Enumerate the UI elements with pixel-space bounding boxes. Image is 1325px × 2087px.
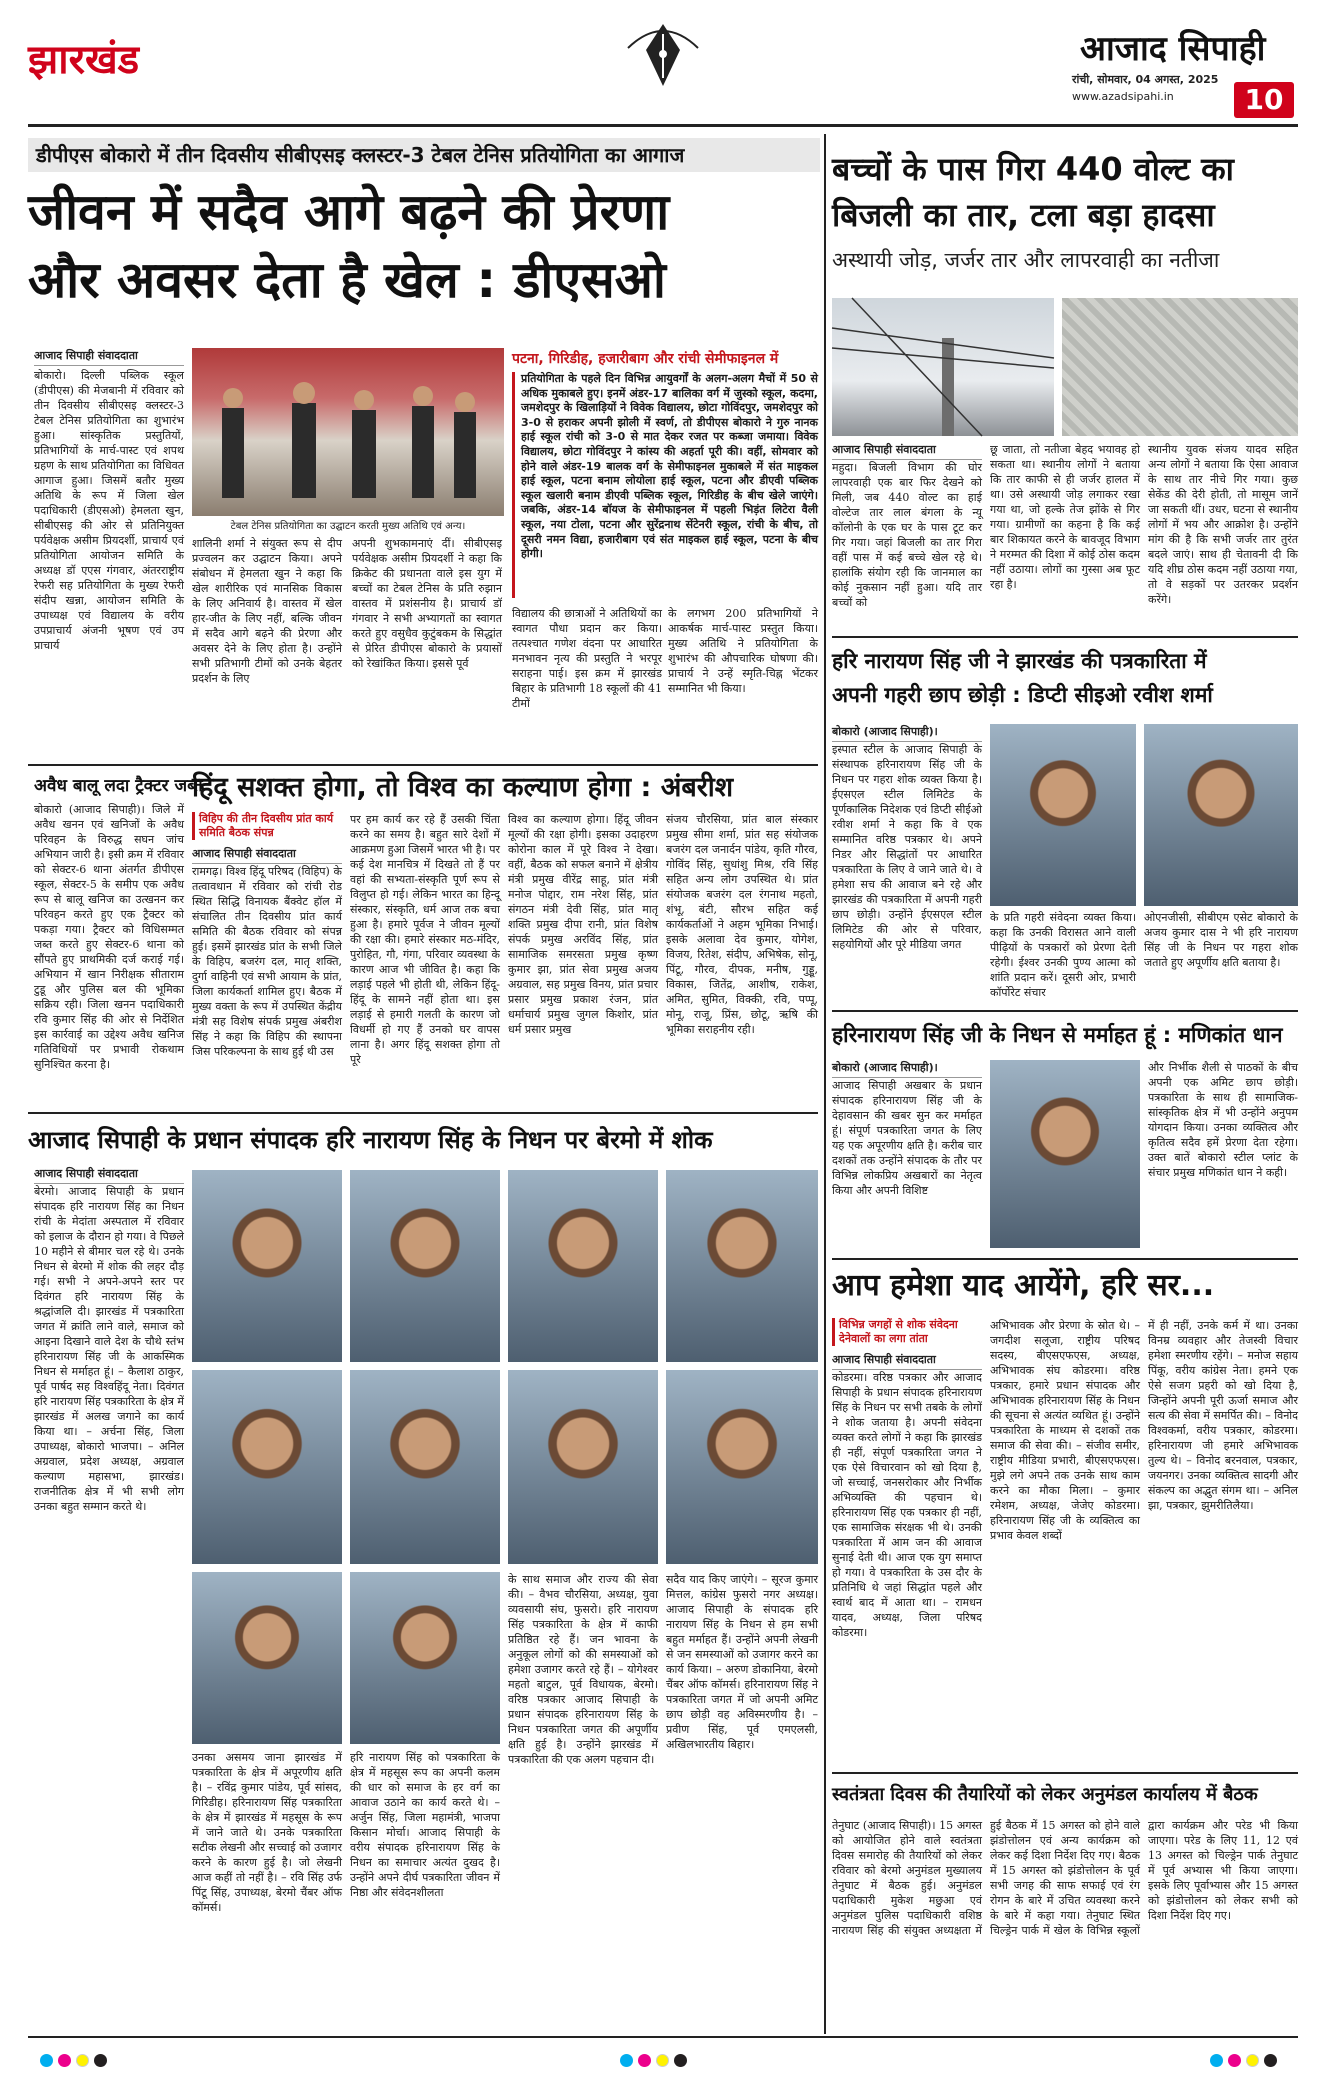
tribute-photo-6 — [350, 1370, 500, 1564]
story1-photo — [192, 348, 504, 516]
story8-col2: अभिभावक और प्रेरणा के स्रोत थे। – जगदीश सलूजा, राष्ट्रीय परिषद सदस्य, बीएसएफएस, अध्यक्ष, अभिभावक संघ कोडरमा। वरिष्ठ पत्रकार, हमारे प्रधान संपादक और अभिभावक हरिनारायण सिंह के निधन की सूचना से अत्यंत व्यथित हूं। उन्होंने पत्रकारिता के माध्यम से दशकों तक समाज की सेवा की। – संजीव समीर, राष्ट्रीय मीडिया प्रभारी, बीएसएफएस। मुझे लगे अपने तक उनके साथ काम करने का मौका मिला। – कुमार रमेशम, अध्यक्ष, जेजेए कोडरमा। हरिनारायण सिंह जी के व्यक्तित्व का प्रभाव केवल शब्दों — [990, 1319, 1140, 1542]
story2-col2: छू जाता, तो नतीजा बेहद भयावह हो सकता था। स्थानीय लोगों ने बताया कि तार काफी से ही जर्जर हालत में था। उसे अस्थायी जोड़ लगाकर रखा गया था, जो हल्के तेज झोंके से गिर गया। ग्रामीणों का कहना है कि कई बार शिकायत करने के बावजूद विभाग ने मरम्मत की दिशा में कोई ठोस कदम नहीं उठाया। लोगों का गुस्सा अब फूट रहा है। — [990, 443, 1140, 591]
story6-col4: संजय चौरसिया, प्रांत बाल संस्कार प्रमुख सीमा शर्मा, प्रांत सह संयोजक बजरंग दल जनार्दन पांडेय, कृति गौरव, गोविंद सिंह, सुधांशु मिश्र, रवि सिंह सहित अन्य लोग उपस्थित थे। प्रांत संयोजक बजरंग दल रंगनाथ महतो, शंभू, बंटी, सौरभ सहित कई कार्यकर्ताओं ने अहम भूमिका निभाई। इसके अलावा देव कुमार, योगेश, विजय, रितेश, संदीप, अभिषेक, सोनू, पिंटू, गौरव, दीपक, मनीष, गुड्डू, विकास, जितेंद्र, आशीष, राकेश, अमित, सुमित, विक्की, रवि, पप्पू, मोनू, राजू, प्रिंस, छोटू, ऋषि की भूमिका सराहनीय रही। — [666, 813, 818, 1036]
story3-headline-line2: अपनी गहरी छाप छोड़ी : डिप्टी सीइओ रवीश शर्मा — [832, 683, 1213, 707]
story4-byline: बोकारो (आजाद सिपाही)। — [832, 1060, 982, 1078]
story1-byline: आजाद सिपाही संवाददाता — [34, 348, 184, 366]
registration-marks-left — [40, 2052, 112, 2071]
story4-text: आजाद सिपाही अखबार के प्रधान संपादक हरिनारायण सिंह जी के देहावसान की खबर सुन कर मर्माहत हूं। संपूर्ण पत्रकारिता जगत के लिए यह एक अपूरणीय क्षति है। करीब चार दशकों तक उन्होंने संपादक के तौर पर विभिन्न लोकप्रिय अखबारों का नेतृत्व किया और अपनी विशिष्ट — [832, 1079, 982, 1197]
story1-headline-line1: जीवन में सदैव आगे बढ़ने की प्रेरणा — [28, 183, 670, 241]
story7-c2: हरि नारायण सिंह को पत्रकारिता के क्षेत्र में महसूस रूप का अपनी कलम की धार को समाज के हर वर्ग का आवाज उठाने का कार्य करते थे। – अर्जुन सिंह, जिला महामंत्री, भाजपा किसान मोर्चा। आजाद सिपाही के वरीय संपादक हरिनारायण सिंह के निधन का समाचार अत्यंत दुखद है। उन्होंने अपने दीर्घ पत्रकारिता जीवन में निष्ठा और संवेदनशीलता — [350, 1751, 500, 1899]
tribute-photo-7 — [508, 1370, 658, 1564]
tribute-photo-2 — [350, 1170, 500, 1362]
story1-col5: के लगभग 200 प्रतिभागियों ने आकर्षक मार्च-पास्ट प्रस्तुत किया। मुख्य अतिथि ने प्रतियोगिता के शुभारंभ की औपचारिक घोषणा की। प्राचार्य ने उन्हें स्मृति-चिह्न भेंटकर सम्मानित भी किया। — [668, 607, 818, 695]
story1-headline-line2: और अवसर देता है खेल : डीएसओ — [28, 251, 666, 309]
story3-headline-line1: हरि नारायण सिंह जी ने झारखंड की पत्रकारिता में — [832, 649, 1207, 673]
yellow-dot-icon — [656, 2054, 669, 2067]
footer-rule — [28, 2036, 1298, 2038]
story7-c3: के साथ समाज और राज्य की सेवा की। – वैभव चौरसिया, अध्यक्ष, युवा व्यवसायी संघ, फुसरो। हरि नारायण सिंह पत्रकारिता के क्षेत्र में काफी प्रतिष्ठित रहे हैं। जन भावना के अनुकूल लोगों को की समस्याओं को हमेशा उजागर करते रहे हैं। – योगेश्वर महतो बाटुल, पूर्व विधायक, बेरमो। वरिष्ठ पत्रकार आजाद सिपाही के प्रधान संपादक हरिनारायण सिंह के निधन पत्रकारिता जगत की अपूर्णीय क्षति हुई है। उन्होंने झारखंड में पत्रकारिता की एक अलग पहचान दी। — [508, 1573, 658, 1766]
tribute-photo-9 — [192, 1572, 342, 1744]
story7-col1: बेरमो। आजाद सिपाही के प्रधान संपादक हरि नारायण सिंह का निधन रांची के मेदांता अस्पताल में रविवार को इलाज के दौरान हो गया। वे पिछले 10 महीने से बीमार चल रहे थे। उनके निधन से बेरमो में शोक की लहर दौड़ गई। सभी ने अपने-अपने स्तर पर दिवंगत हरि नारायण सिंह के श्रद्धांजलि दी। झारखंड में पत्रकारिता जगत में क्रांति लाने वाले, समाज को आइना दिखाने वाले देश के चौथे स्तंभ हरिनारायण सिंह जी के आकस्मिक निधन से मर्माहत हूं। – कैलाश ठाकुर, पूर्व पार्षद सह विश्वहिंदू नेता। दिवंगत हरि नारायण सिंह पत्रकारिता के क्षेत्र में झारखंड में अलख जगाने का कार्य किया था। – अर्चना सिंह, जिला उपाध्यक्ष, बोकारो भाजपा। – अनिल अग्रवाल, प्रदेश अध्यक्ष, अग्रवाल कल्याण महासभा, झारखंड। राजनीतिक क्षेत्र में भी सभी लोग उनका बहुत सम्मान करते थे। — [34, 1185, 184, 1513]
story9-text: तेनुघाट (आजाद सिपाही)। 15 अगस्त को आयोजित होने वाले स्वतंत्रता दिवस समारोह की तैयारियों को लेकर रविवार को बेरमो अनुमंडल मुख्यालय तेनुघाट में बैठक हुई। अनुमंडल पदाधिकारी मुकेश मछुआ एवं अनुमंडल पुलिस पदाधिकारी वशिष्ठ नारायण सिंह की संयुक्त अध्यक्षता में हुई बैठक में 15 अगस्त को होने वाले झंडोत्तोलन एवं अन्य कार्यक्रम को लेकर कई दिशा निर्देश दिए गए। बैठक में 15 अगस्त को झंडोत्तोलन के पूर्व सभी जगह की साफ सफाई एवं रंग रोगन के बारे में उचित व्यवस्था करने के बारे में कहा गया। तेनुघाट स्थित चिल्ड्रेन पार्क में खेल के विभिन्न स्कूलों द्वारा कार्यक्रम और परेड भी किया जाएगा। परेड के लिए 11, 12 एवं 13 अगस्त को चिल्ड्रेन पार्क तेनुघाट में पूर्व अभ्यास भी किया जाएगा। इसके लिए पूर्वाभ्यास और 15 अगस्त को झंडोत्तोलन को लेकर सभी को दिशा निर्देश दिए गए। — [832, 1819, 1298, 1937]
story4-right: और निर्भीक शैली से पाठकों के बीच अपनी एक अमिट छाप छोड़ी। पत्रकारिता के साथ ही सामाजिक-सांस्कृतिक क्षेत्र में भी उन्होंने अनुपम योगदान किया। उनका व्यक्तित्व और कृतित्व सदैव हमें प्रेरणा देता रहेगा। उक्त बातें बोकारो स्टील प्लांट के संचार प्रमुख मणिकांत धान ने कही। — [1148, 1061, 1298, 1179]
tribute-photo-4 — [666, 1170, 818, 1362]
website: www.azadsipahi.in — [1072, 90, 1174, 103]
story8-col1: कोडरमा। वरिष्ठ पत्रकार और आजाद सिपाही के प्रधान संपादक हरिनारायण सिंह के निधन पर सभी तबके के लोगों ने शोक जताया है। अपनी संवेदना व्यक्त करते लोगों ने कहा कि झारखंड ही नहीं, संपूर्ण पत्रकारिता जगत ने एक ऐसे विचारवान को खो दिया है, जो सच्चाई, जनसरोकार और निर्भीक अभिव्यक्ति की पहचान थे। हरिनारायण सिंह एक पत्रकार ही नहीं, एक सामाजिक संरक्षक भी थे। उनकी पत्रकारिता में आम जन की आवाज सुनाई देती थी। आज एक युग समाप्त हो गया। वे पत्रकारिता के उस दौर के प्रतिनिधि थे जहां सिद्धांत पहले और स्वार्थ बाद में आता था। – रामधन यादव, अध्यक्ष, जिला परिषद कोडरमा। — [832, 1371, 982, 1639]
story3-right: ओएनजीसी, सीबीएम एसेट बोकारो के अजय कुमार दास ने भी हरि नारायण सिंह जी के निधन पर गहरा शोक जताते हुए अपूर्णीय क्षति बताया है। — [1144, 911, 1298, 969]
story1-kicker: डीपीएस बोकारो में तीन दिवसीय सीबीएसइ क्लस्टर-3 टेबल टेनिस प्रतियोगिता का आगाज — [28, 138, 820, 172]
story2-headline-line1: बच्चों के पास गिरा 440 वोल्ट का — [832, 150, 1234, 188]
masthead-rule — [28, 124, 1298, 127]
story4-headline: हरिनारायण सिंह जी के निधन से मर्माहत हूं : मणिकांत धान — [832, 1023, 1283, 1047]
section-title: झारखंड — [28, 37, 140, 83]
story8-rule — [832, 1772, 1298, 1774]
cyan-dot-icon — [1210, 2054, 1223, 2067]
story7-c1: उनका असमय जाना झारखंड में पत्रकारिता के क्षेत्र में अपूरणीय क्षति है। – रविंद्र कुमार पांडेय, पूर्व सांसद, गिरिडीह। हरिनारायण सिंह पत्रकारिता के क्षेत्र में झारखंड में महसूस के रूप में जाने जाते थे। उनके पत्रकारिता सटीक लेखनी और सच्चाई को उजागर करने के कारण हुई है। जो लेखनी आज कहीं तो नहीं है। – रवि सिंह उर्फ पिंटू सिंह, उपाध्यक्ष, बेरमो चैंबर ऑफ कॉमर्स। — [192, 1751, 342, 1914]
tribute-photo-5 — [192, 1370, 342, 1564]
page-number-badge: 10 — [1234, 82, 1294, 118]
story7-byline: आजाद सिपाही संवाददाता — [34, 1166, 184, 1184]
story2-byline: आजाद सिपाही संवाददाता — [832, 442, 982, 460]
registration-marks-right — [1210, 2052, 1282, 2071]
manikant-dhan-photo — [990, 1060, 1140, 1248]
story1-rule — [28, 764, 818, 766]
semifinal-title: पटना, गिरिडीह, हजारीबाग और रांची सेमीफाइनल में — [512, 351, 779, 367]
story5-text: बोकारो (आजाद सिपाही)। जिले में अवैध खनन एवं खनिजों के अवैध परिवहन के विरुद्ध सघन जांच अभियान जारी है। इसी क्रम में रविवार को सेक्टर-6 थाना अंतर्गत डीपीएस स्कूल, सेक्टर-5 के समीप एक अवैध रूप से बालू खनिज का उत्खनन कर परिवहन करते हुए एक ट्रैक्टर को पकड़ा गया। ट्रैक्टर को विधिसम्मत जब्त करते हुए सेक्टर-6 थाना को सौंपते हुए प्राथमिकी दर्ज कराई गई। अभियान में खान निरीक्षक सीताराम टुडू और पुलिस बल की भूमिका सक्रिय रही। जिला खनन पदाधिकारी रवि कुमार सिंह की ओर से निर्देशित इस कार्रवाई का उद्देश्य अवैध खनिज गतिविधियों पर प्रभावी रोकथाम सुनिश्चित करना है। — [34, 803, 184, 1071]
story2-col1: महुदा। बिजली विभाग की घोर लापरवाही एक बार फिर देखने को मिली, जब 440 वोल्ट का हाई वोल्टेज तार लाल बंगला के न्यू कॉलोनी के एक घर के पास टूट कर गिर गया। जहां बिजली का तार गिरा वहीं पास में कई बच्चे खेल रहे थे। हालांकि संयोग रही कि जानमाल का कोई नुकसान नहीं हुआ। यदि तार बच्चों को — [832, 461, 982, 609]
story6-col2: पर हम कार्य कर रहे हैं उसकी चिंता करने का समय है। बहुत सारे देशों में आक्रमण हुआ जिसमें भारत भी है। पर कई देश मानचित्र में दिखते तो हैं पर वहां की सभ्यता-संस्कृति पूर्ण रूप से विलुप्त हो गई। लेकिन भारत का हिन्दू संस्कार, संस्कृति, धर्म आज तक बचा हुआ है। हमारे पूर्वज ने जीवन मूल्यों की रक्षा की। हमारे संस्कार मठ-मंदिर, पुरोहित, गौ, गंगा, परिवार व्यवस्था के कारण आज भी जीवित है। कहा कि लड़ाई पहले भी होती थी, लेकिन हिंदू-हिंदू के सामने नहीं होता था। इस लड़ाई से हमारी गलती के कारण जो विधर्मी हो गए हैं उनको घर वापस लाना है। अगर हिंदू सशक्त होगा तो पूरे — [350, 813, 500, 1066]
story5-headline: अवैध बालू लदा ट्रैक्टर जब्त — [34, 776, 203, 796]
tribute-photo-1 — [192, 1170, 342, 1362]
story6-headline: हिंदू सशक्त होगा, तो विश्व का कल्याण होगा : अंबरीश — [192, 772, 734, 803]
pen-nib-icon — [620, 20, 706, 90]
story7-c4: सदैव याद किए जाएंगे। – सूरज कुमार मित्तल, कांग्रेस फुसरो नगर अध्यक्ष। आजाद सिपाही के संपादक हरि नारायण सिंह के निधन से हम सभी बहुत मर्माहत हैं। उन्होंने अपनी लेखनी से जन समस्याओं को उजागर करने का कार्य किया। – अरुण डोकानिया, बेरमो चैंबर ऑफ कॉमर्स। हरिनारायण सिंह ने पत्रकारिता जगत में जो अपनी अमिट छाप छोड़ी वह अविस्मरणीय है। – प्रवीण सिंह, पूर्व एमएलसी, अखिलभारतीय बिहार। — [666, 1573, 818, 1751]
story2-headline-line2: बिजली का तार, टला बड़ा हादसा — [832, 196, 1215, 234]
story6-kicker: विहिप की तीन दिवसीय प्रांत कार्य समिति बैठक संपन्न — [192, 812, 342, 840]
black-dot-icon — [94, 2054, 107, 2067]
story1-col1: बोकारो। दिल्ली पब्लिक स्कूल (डीपीएस) की मेजबानी में रविवार को तीन दिवसीय सीबीएसइ क्लस्टर-3 टेबल टेनिस प्रतियोगिता का शुभारंभ हुआ। सांस्कृतिक प्रस्तुतियों, प्रतिभागियों के मार्च-पास्ट एवं शपथ ग्रहण के साथ प्रतियोगिता का विधिवत आगाज हुआ। जिसमें बतौर मुख्य अतिथि के रूप में जिला खेल पदाधिकारी (डीएसओ) हेमलता खुन, सीबीएसइ की ओर से प्रतिनियुक्त पर्यवेक्षक असीम प्रियदर्शी, प्राचार्य एवं प्रतियोगिता आयोजन समिति के अध्यक्ष डॉ एएस गंगवार, अंतरराष्ट्रीय रेफरी सह प्रतियोगिता के मुख्य रेफरी संदीप खन्ना, आयोजन समिति के उपाध्यक्ष एवं विद्यालय के वरीय उपप्राचार्य अंजनी भूषण एवं उप प्राचार्य — [34, 369, 184, 652]
yellow-dot-icon — [76, 2054, 89, 2067]
magenta-dot-icon — [58, 2054, 71, 2067]
ajay-kumar-das-photo — [1144, 724, 1298, 906]
story3-byline: बोकारो (आजाद सिपाही)। — [832, 724, 982, 742]
black-dot-icon — [1264, 2054, 1277, 2067]
story7-headline: आजाद सिपाही के प्रधान संपादक हरि नारायण सिंह के निधन पर बेरमो में शोक — [28, 1126, 713, 1154]
story9-headline: स्वतंत्रता दिवस की तैयारियों को लेकर अनुमंडल कार्यालय में बैठक — [832, 1784, 1258, 1805]
story2-rule — [832, 636, 1298, 638]
story8-col3: में ही नहीं, उनके कर्म में था। उनका विनम्र व्यवहार और तेजस्वी विचार हमेशा स्मरणीय रहेंगे। – मनोज सहाय पिंकू, वरीय कांग्रेस नेता। हमने एक ऐसे सजग प्रहरी को खो दिया है, जिन्होंने अपनी पूरी ऊर्जा समाज और सत्य की सेवा में समर्पित की। – विनोद विश्वकर्मा, वरीय पत्रकार, कोडरमा। हरिनारायण जी हमारे अभिभावक तुल्य थे। – विनोद बरनवाल, पत्रकार, जयनगर। उनका व्यक्तित्व सादगी और संकल्प का अद्भुत संगम था। – अनिल झा, पत्रकार, झुमरीतिलैया। — [1148, 1319, 1298, 1512]
story3-rule — [832, 1010, 1298, 1012]
magenta-dot-icon — [1228, 2054, 1241, 2067]
story3-text: इस्पात स्टील के आजाद सिपाही के संस्थापक हरिनारायण सिंह जी के निधन पर गहरा शोक व्यक्त किया है। ईएसएल स्टील लिमिटेड के पूर्णकालिक निदेशक एवं डिप्टी सीईओ रवीश शर्मा ने कहा कि वे एक सम्मानित वरिष्ठ पत्रकार थे। अपने निडर और सिद्धांतों पर आधारित पत्रकारिता के लिए वे जाने जाते थे। वे हमेशा सच की आवाज बने रहे और झारखंड की पत्रकारिता में अपनी गहरी छाप छोड़ी। उन्होंने ईएसएल स्टील लिमिटेड की ओर से परिवार, सहयोगियों और पूरे मीडिया जगत — [832, 743, 982, 951]
story4-rule — [832, 1258, 1298, 1260]
story1-col4: विद्यालय की छात्राओं ने अतिथियों का स्वागत पौधा प्रदान कर किया। तत्पश्चात गणेश वंदना पर आधारित मनभावन नृत्य की प्रस्तुति ने भरपूर सराहना पाई। इस क्रम में झारखंड बिहार के प्रतिभागी 18 स्कूलों की 41 टीमों — [512, 607, 662, 710]
story2-col3: स्थानीय युवक संजय यादव सहित अन्य लोगों ने बताया कि ऐसा आवाज के साथ तार नीचे गिर गया। कुछ सेकेंड की देरी होती, तो मासूम जानें जा सकती थीं। उधर, घटना से स्थानीय लोगों में भय और आक्रोश है। उन्होंने मांग की है कि सभी जर्जर तार तुरंत बदले जाएं। साथ ही चेतावनी दी कि यदि शीघ्र ठोस कदम नहीं उठाया गया, तो वे सड़कों पर उतरकर प्रदर्शन करेंगे। — [1148, 443, 1298, 606]
column-divider — [824, 134, 826, 2034]
story1-col3: अपनी शुभकामनाएं दीं। सीबीएसइ पर्यवेक्षक असीम प्रियदर्शी ने कहा कि क्रिकेट की प्रधानता वाले इस युग में बच्चों का टेबल टेनिस के प्रति रुझान वास्तव में प्रशंसनीय है। प्राचार्य डॉ गंगवार ने सभी अभ्यागतों का स्वागत करते हुए वसुधैव कुटुंबकम के सिद्धांत से प्रेरित डीपीएस बोकारो के प्रयासों को रेखांकित किया। इससे पूर्व — [352, 537, 502, 670]
magenta-dot-icon — [638, 2054, 651, 2067]
story6-byline: आजाद सिपाही संवाददाता — [192, 846, 342, 864]
story8-kicker: विभिन्न जगहों से शोक संवेदना देनेवालों का लगा तांता — [832, 1318, 982, 1346]
story6-col3: विश्व का कल्याण होगा। हिंदू जीवन मूल्यों की रक्षा होगी। इसका उदाहरण कोरोना काल में पूरे विश्व ने देखा। वहीं, बैठक को सफल बनाने में क्षेत्रीय मंत्री प्रमुख वीरेंद्र साहू, प्रांत मंत्री मनोज पोद्दार, राम नरेश सिंह, प्रांत संगठन मंत्री देवी सिंह, प्रांत मातृ शक्ति प्रमुख दीपा रानी, प्रांत विशेष संपर्क प्रमुख अरविंद सिंह, प्रांत सामाजिक समरसता प्रमुख कृष्ण कुमार झा, प्रांत सेवा प्रमुख अजय अग्रवाल, सह प्रमुख विनय, प्रांत प्रचार प्रसार प्रमुख प्रकाश रंजन, प्रांत धर्माचार्य प्रमुख जुगल किशोर, प्रांत धर्म प्रसार प्रमुख — [508, 813, 658, 1036]
semifinal-text: प्रतियोगिता के पहले दिन विभिन्न आयुवर्गों के अलग-अलग मैचों में 50 से अधिक मुकाबले हुए। इनमें अंडर-17 बालिका वर्ग में जुस्को स्कूल, कदमा, जमशेदपुर के खिलाड़ियों ने विवेक विद्यालय, छोटा गोविंदपुर, जमशेदपुर को 3-0 से हराकर अपनी झोली में स्वर्ण, तो डीपीएस बोकारो ने गुरु नानक हाई स्कूल रांची को 3-0 से मात देकर रजत पर कब्जा जमाया। विवेक विद्यालय, छोटा गोविंदपुर ने कांस्य की अहर्ता पूरी की। वहीं, सोमवार को होने वाले अंडर-19 बालक वर्ग के सेमीफाइनल मुकाबले में संत माइकल हाई स्कूल, पटना बनाम लोयोला हाई स्कूल, पटना और डीएवी पब्लिक स्कूल खलारी बनाम डीएवी पब्लिक स्कूल, गिरिडीह के बीच खेले जाएंगे। जबकि, अंडर-14 बॉयज के सेमीफाइनल में पहली भिड़ंत लिटेरा वैली स्कूल, नया टोला, पटना और सुरेंद्रनाथ सेंटेनरी स्कूल, रांची के बीच, तो दूसरी नमन विद्या, हजारीबाग एवं संत माइकल हाई स्कूल, पटना के बीच होगी। — [521, 372, 818, 561]
story2-subhead: अस्थायी जोड़, जर्जर तार और लापरवाही का नतीजा — [832, 248, 1220, 272]
paper-name: आजाद सिपाही — [1080, 29, 1266, 69]
black-dot-icon — [674, 2054, 687, 2067]
story1-photo-caption: टेबल टेनिस प्रतियोगिता का उद्घाटन करती मुख्य अतिथि एवं अन्य। — [230, 521, 466, 532]
story8-byline: आजाद सिपाही संवाददाता — [832, 1352, 982, 1370]
yellow-dot-icon — [1246, 2054, 1259, 2067]
story3-mid: के प्रति गहरी संवेदना व्यक्त किया। कहा कि उनकी विरासत आने वाली पीढ़ियों के पत्रकारों को प्रेरणा देती रहेगी। ईश्वर उनकी पुण्य आत्मा को शांति प्रदान करें। दूसरी ओर, प्रभारी कॉर्पोरेट संचार — [990, 911, 1136, 999]
story6-rule — [28, 1112, 818, 1114]
registration-marks-center — [620, 2052, 692, 2071]
tribute-photo-3 — [508, 1170, 658, 1362]
story2-photo-ground — [1062, 298, 1298, 436]
story6-col1: रामगढ़। विश्व हिंदू परिषद (विहिप) के तत्वावधान में रविवार को रांची रोड स्थित सिद्धि विनायक बैंक्वेट हॉल में संचालित तीन दिवसीय प्रांत कार्य समिति की बैठक रविवार को संपन्न हुई। इसमें झारखंड प्रांत के सभी जिले के विहिप, बजरंग दल, मातृ शक्ति, दुर्गा वाहिनी एवं सभी आयाम के प्रांत, जिला कार्यकर्ता शामिल हुए। बैठक में मुख्य वक्ता के रूप में उपस्थित केंद्रीय मंत्री सह विशेष संपर्क प्रमुख अंबरीश सिंह ने कहा कि विहिप की स्थापना जिस परिकल्पना के साथ हुई थी उस — [192, 865, 342, 1058]
ravish-sharma-photo — [990, 724, 1136, 906]
cyan-dot-icon — [620, 2054, 633, 2067]
cyan-dot-icon — [40, 2054, 53, 2067]
tribute-photo-10 — [350, 1572, 500, 1744]
dateline: रांची, सोमवार, 04 अगस्त, 2025 — [1072, 73, 1219, 86]
story2-photo-wire — [832, 298, 1054, 436]
tribute-photo-8 — [666, 1370, 818, 1564]
semifinal-box — [512, 372, 818, 598]
story1-col2: शालिनी शर्मा ने संयुक्त रूप से दीप प्रज्वलन कर उद्घाटन किया। अपने संबोधन में हेमलता खुन ने कहा कि खेल शारीरिक एवं मानसिक विकास के लिए अनिवार्य है। वास्तव में खेल हार-जीत के लिए नहीं, बल्कि जीवन में सदैव आगे बढ़ने की प्रेरणा और अवसर देने के लिए होता है। उन्होंने सभी प्रतिभागी टीमों को उनके बेहतर प्रदर्शन के लिए — [192, 537, 342, 685]
story8-headline: आप हमेशा याद आयेंगे, हरि सर... — [832, 1268, 1215, 1303]
